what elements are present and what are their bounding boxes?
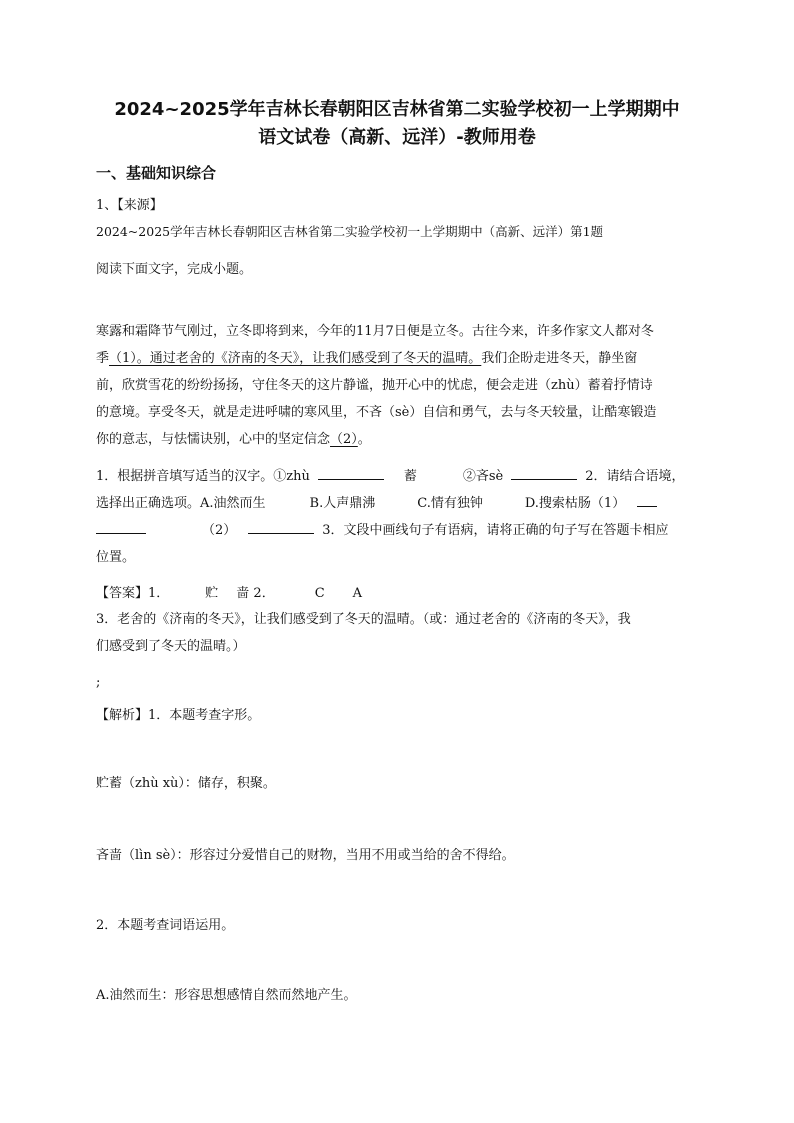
document-title-line-1: 2024~2025学年吉林长春朝阳区吉林省第二实验学校初一上学期期中 [114,99,680,120]
answer-label: 【答案】1． [96,586,170,601]
option-b: B.人声鼎沸 [309,496,376,511]
analysis-paragraph: A.油然而生：形容思想感情自然而然地产生。 [96,988,357,1003]
answer-line-2: 3．老舍的《济南的冬天》，让我们感受到了冬天的温晴。（或：通过老舍的《济南的冬天》，我 [96,612,631,627]
task-text: 蓄 [403,469,417,484]
task-text: ②吝sè [462,469,504,484]
passage-line-5 [96,427,696,453]
answer-item: C [314,586,325,601]
question-number: 1、【来源】 [96,198,163,213]
analysis-paragraph: 贮蓄（zhù xù）：储存，积聚。 [96,776,276,791]
passage-line-4: 的意境。享受冬天，就是走进呼啸的寒风里，不吝（sè）自信和勇气，去与冬天较量，让酷寒锻造 [96,405,657,420]
answer-line-1 [96,581,696,607]
underlined-blank: （2） [330,432,358,447]
task-line-2 [96,491,696,517]
task-text: 选择出正确选项。A.油然而生 [96,496,266,511]
passage-text: 你的意志，与怯懦诀别，心中的坚定信念 [96,432,331,447]
passage-text: 。 [357,432,371,447]
passage-line-1: 寒露和霜降节气刚过，立冬即将到来，今年的11月7日便是立冬。古往今来，许多作家文人都对冬 [96,324,654,339]
answer-blank [248,518,314,534]
analysis-paragraph: 2．本题考查词语运用。 [96,918,235,933]
answer-line-3: 们感受到了冬天的温晴。） [96,639,246,654]
option-d: D.搜索枯肠（1） [524,496,626,511]
answer-item: A [352,586,363,601]
passage-line-3: 前，欣赏雪花的纷纷扬扬，守住冬天的这片静谧，抛开心中的忧虑，便会走进（zhù）蓄着抒情诗 [96,378,653,393]
passage-line-2 [96,346,696,372]
answer-item: 贮 [205,586,219,601]
analysis-paragraph: 吝啬（lìn sè）：形容过分爱惜自己的财物，当用不用或当给的舍不得给。 [96,848,515,863]
question-source: 2024~2025学年吉林长春朝阳区吉林省第二实验学校初一上学期期中（高新、远洋）第1题 [96,224,604,239]
underlined-sentence: （1）。通过老舍的《济南的冬天》，让我们感受到了冬天的温晴。 [109,351,482,366]
passage-text: 季 [96,351,110,366]
task-text: （2） [202,523,237,538]
answer-blank [511,464,577,480]
task-text: 2．请结合语境， [585,469,685,484]
answer-blank [318,464,384,480]
task-line-3 [96,518,696,544]
question-instruction: 阅读下面文字，完成小题。 [96,262,253,277]
answer-blank [637,491,657,507]
task-text: 3．文段中画线句子有语病，请将正确的句子写在答题卡相应 [322,523,669,538]
passage-text: 我们企盼走进冬天，静坐窗 [481,351,638,366]
answer-separator: ; [96,675,101,690]
option-c: C.情有独钟 [417,496,483,511]
answer-blank [96,518,146,534]
task-text: 1．根据拼音填写适当的汉字。①zhù [96,469,310,484]
document-title-line-2: 语文试卷（高新、远洋）-教师用卷 [258,127,536,148]
analysis-label: 【解析】1．本题考查字形。 [96,708,261,723]
task-line-4: 位置。 [96,550,136,565]
section-heading: 一、基础知识综合 [96,164,217,182]
task-line-1 [96,464,696,490]
answer-item: 啬 2． [236,586,275,601]
